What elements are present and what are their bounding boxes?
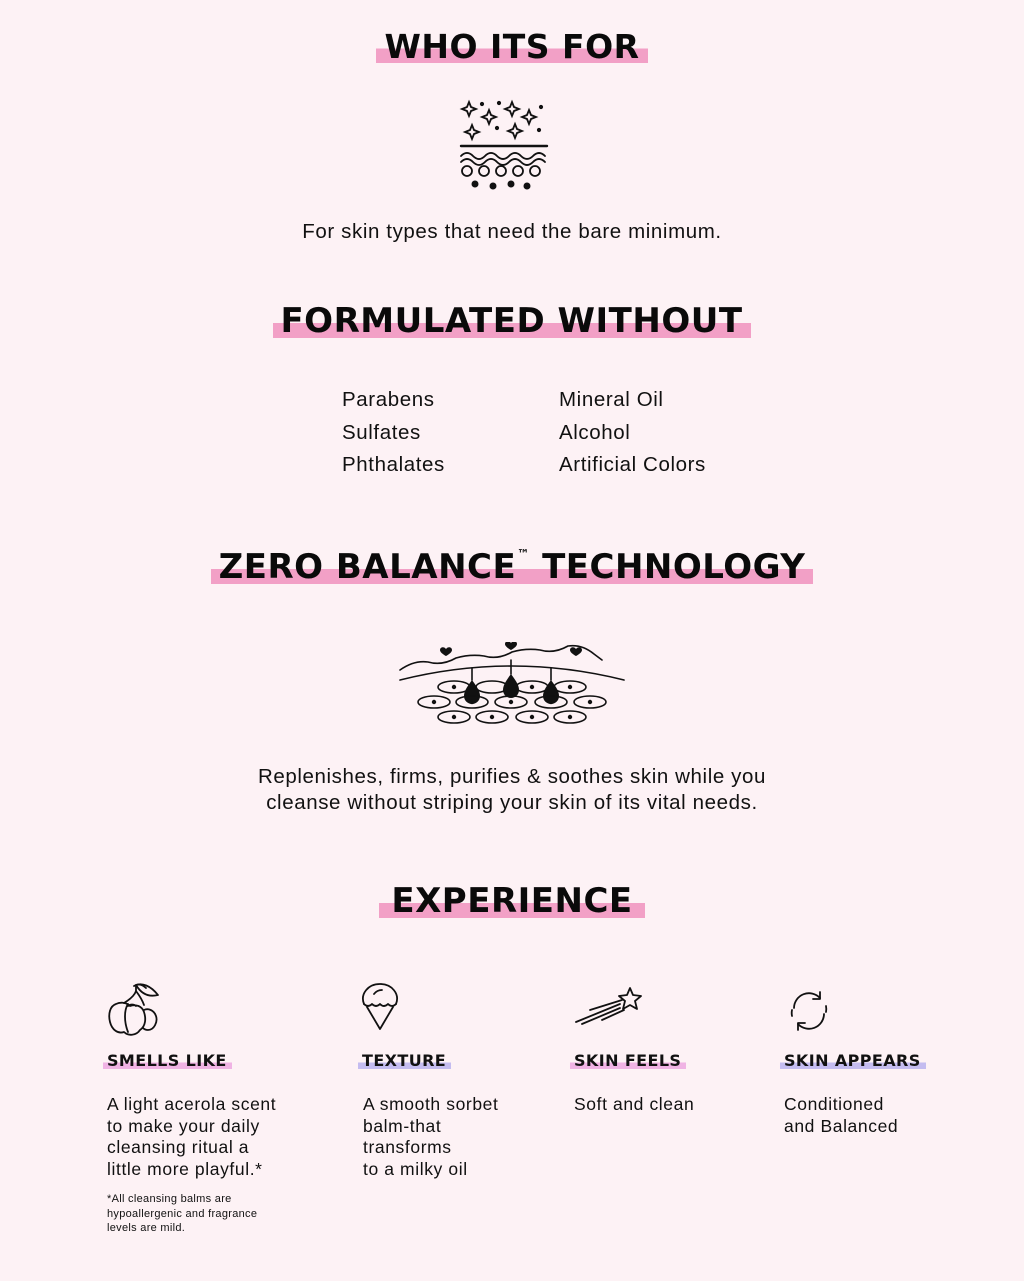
smells-like-text: A light acerola scent to make your daily cleansing ritual a little more playful.* bbox=[107, 1094, 277, 1180]
trademark-mark: ™ bbox=[517, 547, 530, 561]
technology-title-rest: TECHNOLOGY bbox=[542, 547, 806, 587]
formulated-without-title: FORMULATED WITHOUT bbox=[273, 304, 750, 338]
excluded-ingredient: Mineral Oil bbox=[559, 388, 664, 411]
technology-title-main: ZERO BALANCE bbox=[218, 547, 517, 587]
skin-appears-label: SKIN APPEARS bbox=[780, 1053, 926, 1069]
acerola-cherry-icon bbox=[106, 980, 164, 1041]
skin-cells-hydration-icon bbox=[396, 642, 628, 735]
experience-title: EXPERIENCE bbox=[379, 884, 644, 918]
technology-description-line1: Replenishes, firms, purifies & soothes skin while you bbox=[257, 765, 767, 788]
who-its-for-heading bbox=[0, 27, 1024, 66]
experience-heading bbox=[0, 881, 1024, 921]
texture-text: A smooth sorbet balm-that transforms to a milky oil bbox=[363, 1094, 499, 1180]
who-its-for-title: WHO ITS FOR bbox=[376, 30, 647, 63]
technology-title bbox=[211, 547, 814, 587]
skin-layers-sparkle-icon bbox=[455, 98, 555, 198]
refresh-cycle-icon bbox=[786, 988, 832, 1039]
technology-description-line2: cleanse without striping your skin of its vital needs. bbox=[266, 791, 758, 814]
shooting-star-icon bbox=[572, 984, 650, 1033]
smells-like-footnote: *All cleansing balms are hypoallergenic and fragrance levels are mild. bbox=[107, 1193, 258, 1234]
skin-feels-text: Soft and clean bbox=[574, 1094, 695, 1114]
skin-appears-text: Conditioned and Balanced bbox=[784, 1094, 899, 1136]
sorbet-cone-icon bbox=[360, 982, 402, 1037]
excluded-ingredient: Parabens bbox=[342, 388, 435, 411]
formulated-without-heading bbox=[0, 301, 1024, 341]
excluded-ingredient: Sulfates bbox=[342, 421, 421, 444]
technology-heading bbox=[0, 547, 1024, 587]
excluded-ingredient: Alcohol bbox=[559, 421, 631, 444]
skin-feels-label: SKIN FEELS bbox=[570, 1053, 686, 1069]
excluded-ingredient: Phthalates bbox=[342, 453, 445, 476]
smells-like-label: SMELLS LIKE bbox=[103, 1053, 232, 1069]
who-its-for-description: For skin types that need the bare minimum. bbox=[302, 220, 722, 243]
texture-label: TEXTURE bbox=[358, 1053, 451, 1069]
excluded-ingredient: Artificial Colors bbox=[559, 453, 706, 476]
